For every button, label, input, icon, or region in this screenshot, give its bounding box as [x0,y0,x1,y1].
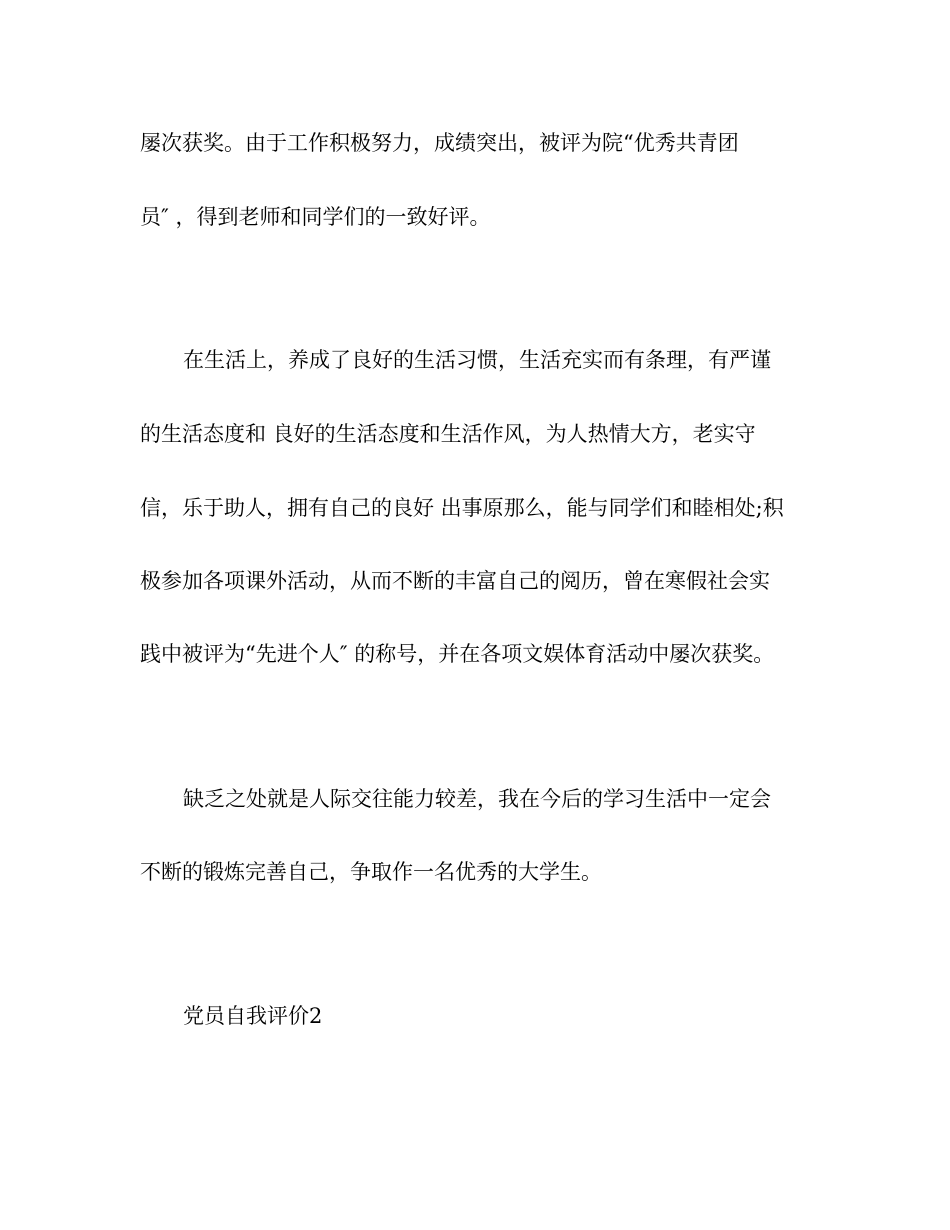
paragraph-2-line-5: 践中被评为“先进个人″ 的称号，并在各项文娱体育活动中屡次获奖。 [140,642,775,666]
paragraph-2-line-4: 极参加各项课外活动，从而不断的丰富自己的阅历，曾在寒假社会实 [140,569,770,593]
paragraph-1-line-2: 员″ ，得到老师和同学们的一致好评。 [140,205,491,229]
paragraph-3-line-1: 缺乏之处就是人际交往能力较差，我在今后的学习生活中一定会 [183,787,771,811]
paragraph-2-line-3: 信，乐于助人，拥有自己的良好 出事原那么，能与同学们和睦相处;积 [140,496,784,520]
paragraph-2-line-2: 的生活态度和 良好的生活态度和生活作风，为人热情大方，老实守 [140,422,756,446]
paragraph-2-line-1: 在生活上，养成了良好的生活习惯，生活充实而有条理，有严谨 [183,348,771,372]
paragraph-1-line-1: 屡次获奖。由于工作积极努力，成绩突出，被评为院“优秀共青团 [140,131,739,155]
section-heading: 党员自我评价2 [183,1004,323,1028]
paragraph-3-line-2: 不断的锻炼完善自己，争取作一名优秀的大学生。 [140,860,602,884]
